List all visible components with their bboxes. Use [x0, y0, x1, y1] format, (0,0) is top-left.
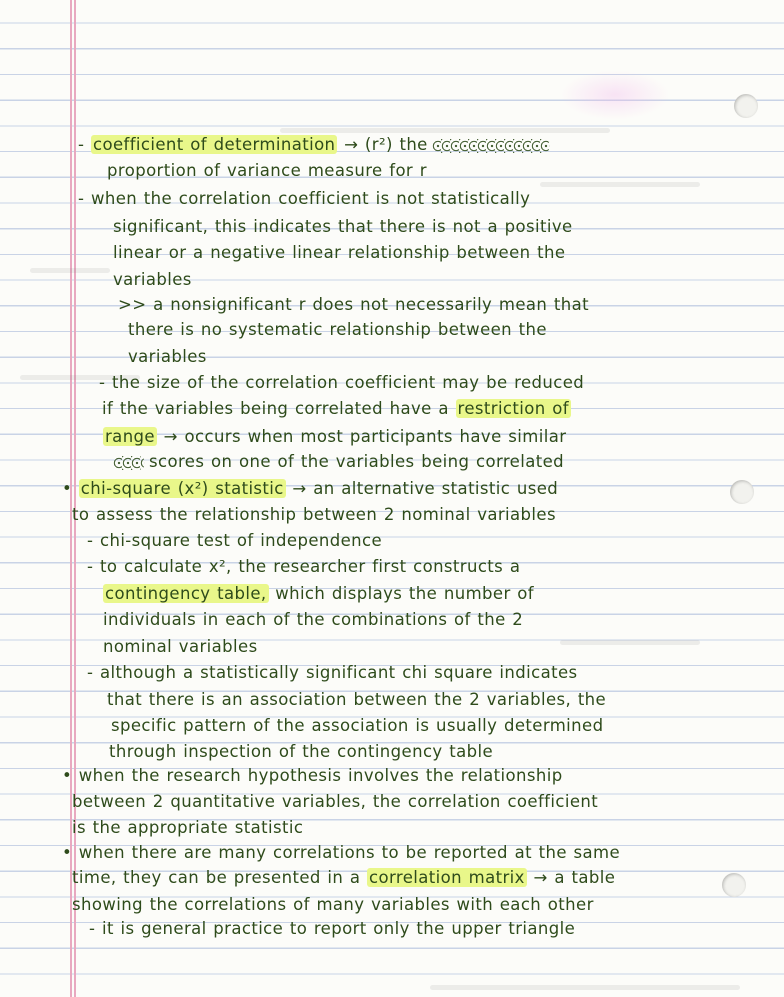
note-line: [128, 346, 207, 368]
note-text: → occurs when most participants have similar: [156, 427, 567, 446]
note-line: [62, 842, 620, 864]
note-line: [103, 636, 258, 658]
note-text: variables: [128, 347, 207, 366]
note-line: [118, 294, 589, 316]
note-line: [113, 269, 192, 291]
note-text: - chi-square test of independence: [87, 531, 383, 550]
note-line: [113, 216, 573, 238]
note-text: • when there are many correlations to be reported at the same: [62, 843, 621, 862]
note-line: [107, 689, 606, 711]
highlighted-term: correlation matrix: [369, 868, 525, 887]
note-line: [87, 556, 520, 578]
note-text: → (r²) the: [337, 135, 428, 154]
note-line: [89, 918, 575, 940]
note-text: proportion of variance measure for r: [107, 161, 427, 180]
highlighted-term: range: [105, 427, 155, 446]
note-text: is the appropriate statistic: [72, 818, 304, 837]
note-text: through inspection of the contingency table: [109, 742, 494, 761]
note-text: variables: [113, 270, 192, 289]
note-line: [128, 319, 547, 341]
note-line: [62, 478, 558, 500]
crossed-out-scribble: [432, 139, 550, 153]
bleed-through-mark: [540, 182, 700, 187]
bleed-through-mark: [30, 268, 110, 273]
note-text: there is no systematic relationship between the: [128, 320, 547, 339]
highlighted-term: chi-square (x²) statistic: [80, 479, 284, 498]
note-text: individuals in each of the combinations of the 2: [103, 610, 524, 629]
note-line: [78, 188, 530, 210]
note-line: [103, 609, 523, 631]
punch-hole: [730, 480, 754, 504]
bleed-through-mark: [560, 640, 700, 645]
punch-hole: [722, 873, 746, 897]
note-text: linear or a negative linear relationship between the: [113, 243, 566, 262]
note-line: [103, 583, 534, 605]
note-line: [72, 867, 615, 889]
note-text: significant, this indicates that there is not a positive: [113, 217, 573, 236]
highlighted-term: coefficient of determination: [93, 135, 336, 154]
highlighted-term: contingency table,: [105, 584, 267, 603]
note-text: -: [78, 135, 91, 154]
note-text: to assess the relationship between 2 nominal variables: [72, 505, 556, 524]
note-line: [87, 530, 382, 552]
note-text: time, they can be presented in a: [72, 868, 368, 887]
note-line: [87, 662, 578, 684]
crossed-out-scribble: [113, 456, 145, 470]
note-text: showing the correlations of many variables with each other: [72, 895, 594, 914]
bleed-through-mark: [280, 128, 610, 133]
note-line: [103, 426, 566, 448]
note-text: → an alternative statistic used: [285, 479, 559, 498]
note-line: [62, 765, 563, 787]
bleed-through-mark: [430, 985, 740, 990]
note-text: >> a nonsignificant r does not necessarily mean that: [118, 295, 590, 314]
note-text: scores on one of the variables being correlated: [149, 452, 565, 471]
note-line: [99, 372, 584, 394]
note-line: [72, 791, 598, 813]
note-text: between 2 quantitative variables, the correlation coefficient: [72, 792, 599, 811]
note-line: [111, 715, 603, 737]
note-text: that there is an association between the 2 variables, the: [107, 690, 607, 709]
note-text: → a table: [526, 868, 616, 887]
note-line: [107, 160, 427, 182]
note-text: - the size of the correlation coefficient may be reduced: [99, 373, 585, 392]
note-line: [78, 134, 550, 156]
pink-smudge: [560, 70, 670, 120]
note-line: [113, 242, 565, 264]
punch-hole: [734, 94, 758, 118]
note-text: • when the research hypothesis involves the relationship: [62, 766, 563, 785]
note-text: - to calculate x², the researcher first constructs a: [87, 557, 521, 576]
note-line: [109, 741, 493, 763]
note-line: [72, 504, 556, 526]
note-text: - it is general practice to report only the upper triangle: [89, 919, 576, 938]
note-text: if the variables being correlated have a: [102, 399, 456, 418]
note-line: [72, 894, 594, 916]
note-text: - when the correlation coefficient is not statistically: [78, 189, 531, 208]
note-text: nominal variables: [103, 637, 258, 656]
note-text: •: [62, 479, 79, 498]
note-line: [102, 398, 571, 420]
note-text: specific pattern of the association is usually determined: [111, 716, 604, 735]
note-line: [72, 817, 303, 839]
note-text: - although a statistically significant chi square indicates: [87, 663, 578, 682]
highlighted-term: restriction of: [457, 399, 569, 418]
note-line: [113, 451, 564, 473]
note-text: which displays the number of: [268, 584, 535, 603]
